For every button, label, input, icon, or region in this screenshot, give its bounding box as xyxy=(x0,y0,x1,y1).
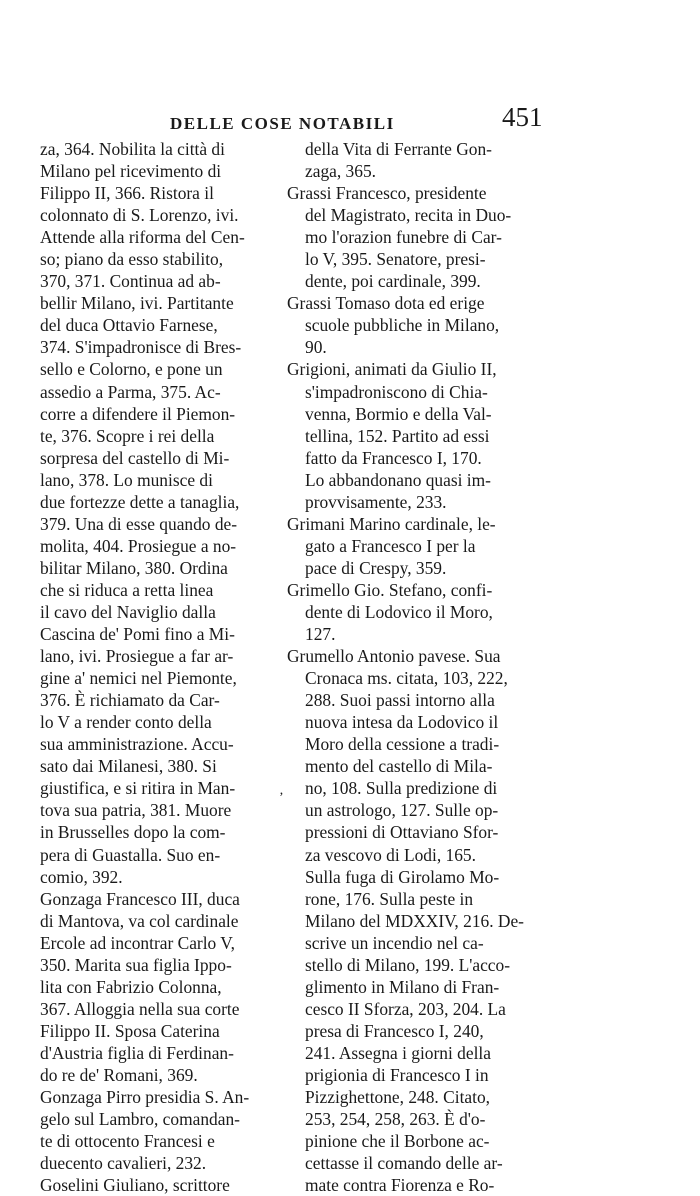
index-line: 241. Assegna i giorni della xyxy=(305,1042,491,1063)
index-line: 376. È richiamato da Car- xyxy=(40,690,220,711)
index-line: corre a difendere il Piemon- xyxy=(40,403,236,424)
index-line: presa di Francesco I, 240, xyxy=(305,1020,484,1041)
index-line: duecento cavalieri, 232. xyxy=(40,1153,207,1174)
index-line: in Brusselles dopo la com- xyxy=(40,822,226,843)
index-line: del Magistrato, recita in Duo- xyxy=(305,205,512,226)
page-header xyxy=(170,102,570,136)
margin-mark: ‚ xyxy=(279,783,284,798)
index-line: fatto da Francesco I, 170. xyxy=(305,447,482,468)
index-line: Grumello Antonio pavese. Sua xyxy=(287,646,501,667)
index-line: d'Austria figlia di Ferdinan- xyxy=(40,1042,234,1063)
index-line: Ercole ad incontrar Carlo V, xyxy=(40,932,235,953)
index-line: 253, 254, 258, 263. È d'o- xyxy=(305,1109,486,1130)
index-line: che si riduca a retta linea xyxy=(40,579,214,600)
index-line: so; piano da esso stabilito, xyxy=(40,249,224,270)
index-line: gine a' nemici nel Piemonte, xyxy=(40,668,237,689)
index-line: 370, 371. Continua ad ab- xyxy=(40,271,221,292)
index-line: stello di Milano, 199. L'acco- xyxy=(305,954,511,975)
index-line: comio, 392. xyxy=(40,866,123,887)
index-line: Milano del MDXXIV, 216. De- xyxy=(305,910,524,931)
index-line: dente di Lodovico il Moro, xyxy=(305,601,493,622)
index-line: tellina, 152. Partito ad essi xyxy=(305,425,490,446)
running-title: DELLE COSE NOTABILI xyxy=(170,114,395,133)
index-line: gato a Francesco I per la xyxy=(305,535,476,556)
index-line: scrive un incendio nel ca- xyxy=(305,932,484,953)
index-line: Grimani Marino cardinale, le- xyxy=(287,513,496,534)
index-line: Gonzaga Francesco III, duca xyxy=(40,888,240,909)
index-line: assedio a Parma, 375. Ac- xyxy=(40,381,221,402)
index-line: molita, 404. Prosiegue a no- xyxy=(40,535,237,556)
index-line: sato dai Milanesi, 380. Si xyxy=(40,756,217,777)
index-line: 288. Suoi passi intorno alla xyxy=(305,690,495,711)
index-line: te di ottocento Francesi e xyxy=(40,1131,215,1152)
right-index-column xyxy=(285,138,555,1196)
index-line: lano, 378. Lo munisce di xyxy=(40,469,213,490)
index-line: sorpresa del castello di Mi- xyxy=(40,447,230,468)
index-line: Grimello Gio. Stefano, confi- xyxy=(287,579,493,600)
index-line: zaga, 365. xyxy=(305,161,376,182)
index-line: di Mantova, va col cardinale xyxy=(40,910,239,931)
index-line: mento del castello di Mila- xyxy=(305,756,493,777)
index-line: Milano pel ricevimento di xyxy=(40,161,222,182)
index-line: due fortezze dette a tanaglia, xyxy=(40,491,240,512)
index-line: glimento in Milano di Fran- xyxy=(305,976,500,997)
index-line: 127. xyxy=(305,624,336,645)
index-line: bilitar Milano, 380. Ordina xyxy=(40,557,228,578)
index-line: nuova intesa da Lodovico il xyxy=(305,712,499,733)
index-line: Grassi Francesco, presidente xyxy=(287,183,487,204)
index-line: bellir Milano, ivi. Partitante xyxy=(40,293,234,314)
index-line: lano, ivi. Prosiegue a far ar- xyxy=(40,646,234,667)
index-line: dente, poi cardinale, 399. xyxy=(305,271,481,292)
index-line: pinione che il Borbone ac- xyxy=(305,1131,490,1152)
index-line: gelo sul Lambro, comandan- xyxy=(40,1109,240,1130)
index-line: pressioni di Ottaviano Sfor- xyxy=(305,822,499,843)
index-line: venna, Bormio e della Val- xyxy=(305,403,492,424)
index-line: Grassi Tomaso dota ed erige xyxy=(287,293,485,314)
index-line: 374. S'impadronisce di Bres- xyxy=(40,337,242,358)
index-line: 379. Una di esse quando de- xyxy=(40,513,238,534)
index-line: Moro della cessione a tradi- xyxy=(305,734,500,755)
page-number: 451 xyxy=(502,102,543,132)
index-line: mate contra Fiorenza e Ro- xyxy=(305,1175,495,1196)
index-line: Lo abbandonano quasi im- xyxy=(305,469,491,490)
index-line: lo V, 395. Senatore, presi- xyxy=(305,249,486,270)
index-line: za vescovo di Lodi, 165. xyxy=(305,844,476,865)
index-line: prigionia di Francesco I in xyxy=(305,1064,489,1085)
index-line: della Vita di Ferrante Gon- xyxy=(305,139,492,159)
index-line: pera di Guastalla. Suo en- xyxy=(40,844,221,865)
index-line: Sulla fuga di Girolamo Mo- xyxy=(305,866,500,887)
index-line: colonnato di S. Lorenzo, ivi. xyxy=(40,205,239,226)
index-line: scuole pubbliche in Milano, xyxy=(305,315,500,336)
index-line: Gonzaga Pirro presidia S. An- xyxy=(40,1087,250,1108)
index-line: rone, 176. Sulla peste in xyxy=(305,888,474,909)
index-line: il cavo del Naviglio dalla xyxy=(40,601,216,622)
index-line: del duca Ottavio Farnese, xyxy=(40,315,218,336)
index-line: s'impadroniscono di Chia- xyxy=(305,381,488,402)
index-line: 367. Alloggia nella sua corte xyxy=(40,998,240,1019)
index-line: 90. xyxy=(305,337,327,358)
index-line: do re de' Romani, 369. xyxy=(40,1064,198,1085)
index-line: lita con Fabrizio Colonna, xyxy=(40,976,222,997)
index-line: mo l'orazion funebre di Car- xyxy=(305,227,502,248)
index-line: pace di Crespy, 359. xyxy=(305,557,447,578)
index-line: un astrologo, 127. Sulle op- xyxy=(305,800,499,821)
left-index-column xyxy=(40,138,275,1196)
index-line: Cascina de' Pomi fino a Mi- xyxy=(40,624,235,645)
index-line: te, 376. Scopre i rei della xyxy=(40,425,215,446)
index-line: Filippo II, 366. Ristora il xyxy=(40,183,214,204)
index-line: Cronaca ms. citata, 103, 222, xyxy=(305,668,508,689)
index-line: cettasse il comando delle ar- xyxy=(305,1153,503,1174)
index-line: Attende alla riforma del Cen- xyxy=(40,227,245,248)
index-line: Pizzighettone, 248. Citato, xyxy=(305,1087,490,1108)
index-line: Grigioni, animati da Giulio II, xyxy=(287,359,497,380)
index-line: provvisamente, 233. xyxy=(305,491,447,512)
index-line: sua amministrazione. Accu- xyxy=(40,734,234,755)
index-line: sello e Colorno, e pone un xyxy=(40,359,223,380)
index-line: tova sua patria, 381. Muore xyxy=(40,800,232,821)
index-line: giustifica, e si ritira in Man- xyxy=(40,778,236,799)
index-line: za, 364. Nobilita la città di xyxy=(40,139,225,159)
index-line: Goselini Giuliano, scrittore xyxy=(40,1175,230,1196)
index-line: Filippo II. Sposa Caterina xyxy=(40,1020,220,1041)
index-line: lo V a render conto della xyxy=(40,712,212,733)
index-line: 350. Marita sua figlia Ippo- xyxy=(40,954,232,975)
index-line: cesco II Sforza, 203, 204. La xyxy=(305,998,506,1019)
index-line: no, 108. Sulla predizione di xyxy=(305,778,498,799)
